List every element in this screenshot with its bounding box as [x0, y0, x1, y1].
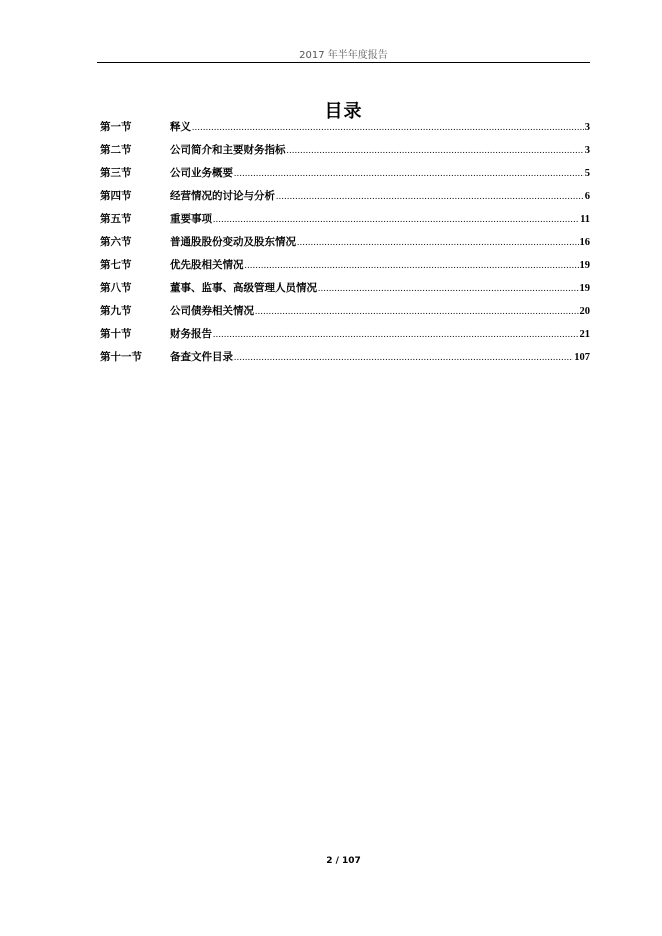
toc-entry[interactable] [100, 346, 590, 369]
toc-page-number: 5 [584, 168, 590, 179]
toc-entry[interactable] [100, 208, 590, 231]
toc-dot-leader [234, 162, 584, 185]
toc-dot-leader [213, 208, 579, 231]
toc-entry[interactable] [100, 185, 590, 208]
toc-section-number: 第一节 [100, 121, 132, 133]
toc-dot-leader [318, 277, 579, 300]
toc-dot-leader [245, 254, 579, 277]
toc-entry[interactable] [100, 231, 590, 254]
toc-entry[interactable] [100, 162, 590, 185]
header-divider [97, 62, 590, 63]
toc-section-title: 优先股相关情况 [170, 259, 244, 271]
table-of-contents [100, 116, 590, 369]
toc-section-title: 公司债券相关情况 [170, 305, 254, 317]
toc-section-number: 第二节 [100, 144, 132, 156]
toc-page-number: 16 [579, 237, 590, 248]
toc-section-title: 经营情况的讨论与分析 [170, 190, 275, 202]
toc-section-number: 第十节 [100, 328, 132, 340]
toc-title: 目录 [324, 101, 363, 122]
toc-section-number: 第八节 [100, 282, 132, 294]
toc-dot-leader [287, 139, 584, 162]
toc-section-title: 重要事项 [170, 213, 212, 225]
toc-dot-leader [192, 116, 584, 139]
toc-section-number: 第四节 [100, 190, 132, 202]
toc-entry[interactable] [100, 323, 590, 346]
toc-entry[interactable] [100, 277, 590, 300]
toc-page-number: 20 [579, 306, 590, 317]
toc-section-number: 第九节 [100, 305, 132, 317]
toc-section-title: 备查文件目录 [170, 351, 233, 363]
toc-entry[interactable] [100, 300, 590, 323]
toc-section-number: 第六节 [100, 236, 132, 248]
toc-page-number: 21 [579, 329, 590, 340]
toc-dot-leader [276, 185, 584, 208]
page-header: 2017 年半年度报告 [299, 50, 388, 61]
toc-page-number: 6 [584, 191, 590, 202]
toc-entry[interactable] [100, 254, 590, 277]
toc-section-title: 普通股股份变动及股东情况 [170, 236, 296, 248]
toc-page-number: 107 [574, 352, 590, 363]
toc-page-number: 3 [584, 145, 590, 156]
toc-page-number: 11 [580, 214, 590, 225]
toc-entry[interactable] [100, 116, 590, 139]
toc-page-number: 19 [579, 260, 590, 271]
toc-section-number: 第十一节 [100, 351, 142, 363]
toc-page-number: 3 [584, 122, 590, 133]
toc-section-title: 公司业务概要 [170, 167, 233, 179]
toc-page-number: 19 [579, 283, 590, 294]
toc-entry[interactable] [100, 139, 590, 162]
toc-section-title: 释义 [170, 121, 191, 133]
toc-dot-leader [255, 300, 579, 323]
toc-dot-leader [213, 323, 579, 346]
toc-section-title: 公司简介和主要财务指标 [170, 144, 286, 156]
toc-section-number: 第五节 [100, 213, 132, 225]
toc-section-title: 财务报告 [170, 328, 212, 340]
page-number-footer: 2 / 107 [326, 856, 361, 866]
toc-section-number: 第三节 [100, 167, 132, 179]
toc-dot-leader [234, 346, 573, 369]
toc-section-number: 第七节 [100, 259, 132, 271]
toc-section-title: 董事、监事、高级管理人员情况 [170, 282, 317, 294]
toc-dot-leader [297, 231, 579, 254]
